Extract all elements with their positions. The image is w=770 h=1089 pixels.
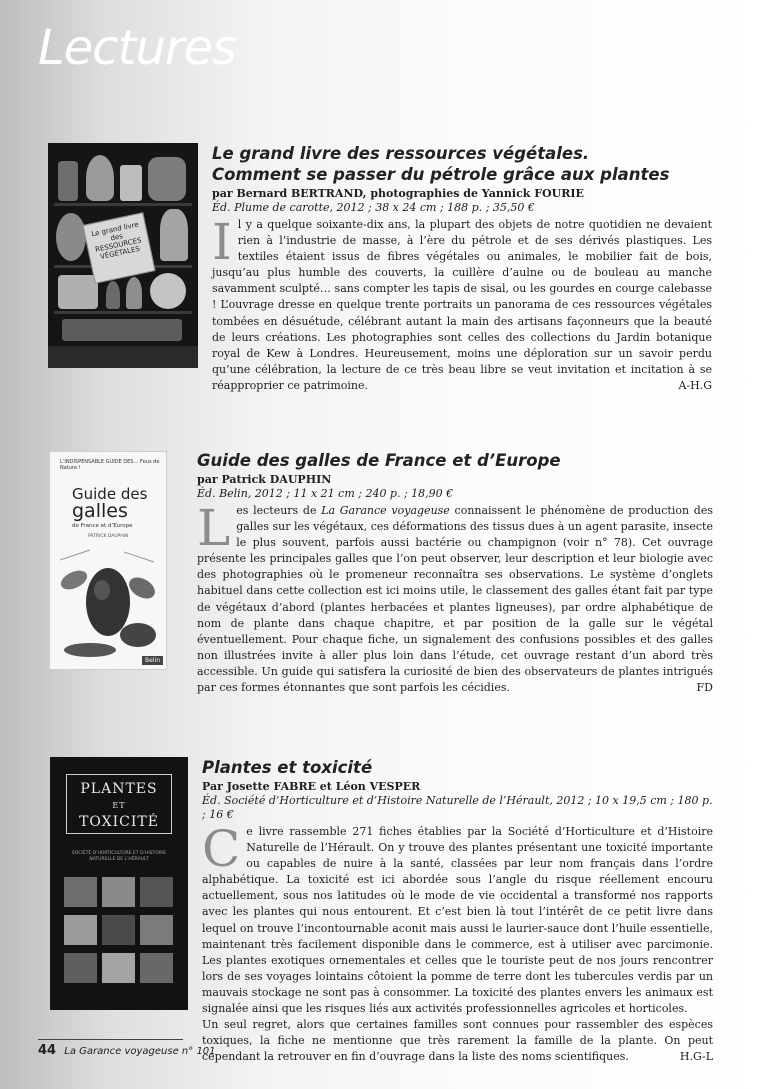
edition-details: Éd. Société d’Horticulture et d’Histoire Naturelle de l’Hérault, 2012 ; 10 x 19,5 cm ; 180 p. ; 16 €: [202, 794, 713, 821]
review-title: Plantes et toxicité: [202, 758, 373, 777]
magazine-name: La Garance voyageuse: [64, 1046, 179, 1057]
cover-publisher: Belin: [142, 656, 163, 665]
reviewer-signature: A-H.G: [678, 378, 712, 392]
page-footer: [38, 1043, 216, 1058]
cover-title-line1: PLANTES: [80, 781, 158, 797]
reviewer-signature: FD: [696, 681, 713, 695]
drop-cap: L: [197, 499, 231, 557]
book-cover-guide-des-galles: [49, 451, 167, 670]
cover-title: Guide des: [72, 485, 148, 503]
review-body: C e livre rassemble 271 fiches établies par la Société d’Horticulture et d’Histoire Naturelle de l’Hérault. On y trouve des plantes présentant une toxicité importante ou capables de nuire à la santé, classées par leur nom français dans l’ordre alphabétique. La toxicité est ici abordée sous l’angle du risque réellement encouru actuellement, sous nos latitudes où le mode de vie occidental a transformé nos rapports avec les plantes qui nous entourent. Et c’est bien là tout l’intérêt de ce petit livre dans lequel on trouve l’incontournable aconit mais aussi le laurier-sauce dont l’huile essentielle, maintenant très facilement disponible dans le commerce, est à utiliser avec parcimonie. Les plantes exotiques ornementales et celles que le touriste peut de nos jours rencontrer lors de ses voyages lointains côtoient la pomme de terre dont les tubercules verdis par un mauvais stockage ne sont pas à consommer. La toxicité des plantes envers les animaux est signalée ainsi que les risques liés aux activités professionnelles agricoles et horticoles. Un seul regret, alors que certaines familles sont connues pour rassembler des espèces toxiques, la fiche ne mentionne que très rarement la famille de la plante. On peut cependant la retrouver en fin d’ouvrage dans la liste des noms scientifiques. H.G-L: [202, 824, 713, 1065]
byline: Par Josette FABRE et Léon VESPER: [202, 780, 421, 793]
review-guide-galles: [197, 450, 713, 696]
byline: par Bernard BERTRAND, photographies de Yannick FOURIE: [212, 187, 584, 200]
page-number: 44: [38, 1043, 57, 1058]
cover-title-line2: ET: [112, 801, 126, 810]
cover-title-badge: Le grand livre des RESSOURCES VÉGÉTALES: [82, 212, 155, 284]
cover-title-main: galles: [72, 500, 128, 522]
byline: par Patrick DAUPHIN: [197, 473, 332, 486]
book-cover-plantes-toxicite: [50, 757, 188, 1010]
magazine-reference: La Garance voyageuse: [321, 504, 450, 517]
cover-title-line3: TOXICITÉ: [79, 814, 159, 830]
review-title: Guide des galles de France et d’Europe: [197, 451, 561, 470]
drop-cap: I: [212, 213, 232, 271]
review-body: L es lecteurs de La Garance voyageuse connaissent le phénomène de production des galles sur les végétaux, ces déformations des tissus dues à un agent parasite, insecte le plus souvent, parfois aussi bactérie ou champignon (voir n° 78). Cet ouvrage présente les principales galles que l’on peut observer, leur description et leur biologie avec des photographies où le promeneur reconnaîtra ses observations. Le système d’onglets habituel dans cette collection est ici moins utile, le classement des galles étant fait par type de végétaux d’abord (plantes herbacées et plantes ligneuses), par ordre alphabétique de nom de plante dans chaque chapitre, et par position de la galle sur le végétal éventuellement. Pour chaque fiche, un signalement des confusions possibles et des galles non illustrées invite à aller plus loin dans l’étude, cet ouvrage restant d’un abord très accessible. Un guide qui satisfera la curiosité de bien des observateurs de plantes intrigués par ces formes étonnantes que sont parfois les cécidies. FD: [197, 503, 713, 696]
edition-details: Éd. Plume de carotte, 2012 ; 38 x 24 cm ; 188 p. ; 35,50 €: [212, 201, 535, 214]
book-cover-ressources-vegetales: [48, 143, 198, 368]
review-plantes-toxicite: [202, 757, 713, 1065]
review-ressources-vegetales: [212, 143, 712, 394]
drop-cap: C: [202, 820, 241, 878]
edition-details: Éd. Belin, 2012 ; 11 x 21 cm ; 240 p. ; 18,90 €: [197, 487, 454, 500]
reviewer-signature: H.G-L: [679, 1050, 713, 1064]
issue-number: n° 101: [181, 1046, 216, 1057]
cover-subtitle: de France et d’Europe: [72, 523, 133, 529]
gall-illustration: [50, 540, 166, 665]
section-title: Lectures: [38, 20, 237, 76]
cover-publisher: SOCIÉTÉ D’HORTICULTURE ET D’HISTOIRE NATURELLE DE L’HÉRAULT: [71, 851, 167, 862]
review-body: I l y a quelque soixante-dix ans, la plupart des objets de notre quotidien ne devaient rien à l’industrie de masse, à l’ère du pétrole et de ses dérivés plastiques. Les textiles étaient issus de fibres végétales ou animales, le mobilier fait de bois, jusqu’au plus humble des couverts, la cuillère d’aulne ou de bouleau au manche savamment sculpté… sans compter les tapis de sisal, ou les gourdes en courge calebasse ! L’ouvrage dresse en quelque trente portraits un panorama de ces ressources végétales tombées en désuétude, célébrant autant la main des artisans façonneurs que la beauté de leurs créations. Les photographies sont celles des collections du Jardin botanique royal de Kew à Londres. Heureusement, moins une déploration sur un savoir perdu qu’une célébration, la lecture de ce très beau libre se veut invitation et incitation à se réapproprier ce patrimoine. A-H.G: [212, 217, 712, 394]
footer-rule: [38, 1039, 183, 1040]
cover-series: L’INDISPENSABLE GUIDE DES… Fous de Nature !: [60, 459, 160, 471]
cover-author: PATRICK DAUPHIN: [88, 534, 129, 539]
review-title: Le grand livre des ressources végétales. Comment se passer du pétrole grâce aux plantes: [212, 144, 670, 184]
